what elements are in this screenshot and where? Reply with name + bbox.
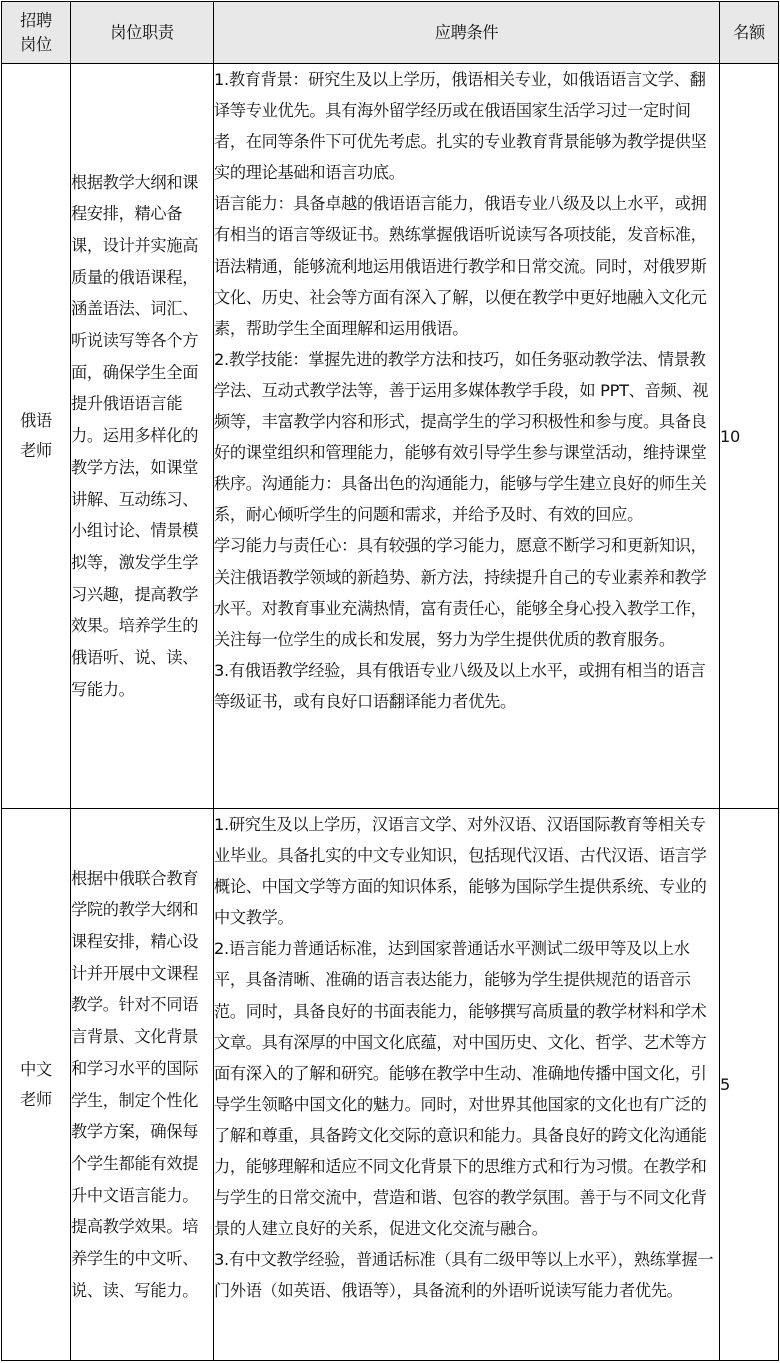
header-count: 名额 [720,2,779,64]
recruitment-table [1,1,779,1361]
position-duties: 根据教学大纲和课程安排，精心备课，设计并实施高质量的俄语课程，涵盖语法、词汇、听说读写等各个方面，确保学生全面提升俄语语言能力。运用多样化的教学方法，如课堂讲解、互动练习、小组讨论、情景模拟等，激发学生学习兴趣，提高教学效果。培养学生的俄语听、说、读、写能力。 [71,64,214,809]
position-name: 俄语 老师 [2,64,71,809]
table-row [2,809,779,1361]
position-requirements [214,64,720,809]
requirement-paragraph: 学习能力与责任心：具有较强的学习能力，愿意不断学习和更新知识，关注俄语教学领域的新趋势、新方法，持续提升自己的专业素养和教学水平。对教育事业充满热情，富有责任心，能够全身心投入教学工作，关注每一位学生的成长和发展，努力为学生提供优质的教育服务。 [214,536,707,649]
requirement-paragraph: 3.有中文教学经验，普通话标准（具有二级甲等以上水平），熟练掌握一门外语（如英语、俄语等），具备流利的外语听说读写能力者优先。 [214,1250,714,1301]
requirement-paragraph: 3.有俄语教学经验，具有俄语专业八级及以上水平，或拥有相当的语言等级证书，或有良好口语翻译能力者优先。 [214,660,706,711]
table-row [2,64,779,809]
requirement-paragraph: 语言能力：具备卓越的俄语语言能力，俄语专业八级及以上水平，或拥有相当的语言等级证书。熟练掌握俄语听说读写各项技能，发音标准，语法精通，能够流利地运用俄语进行教学和日常交流。同时，对俄罗斯文化、历史、社会等方面有深入了解，以便在教学中更好地融入文化元素，帮助学生全面理解和运用俄语。 [214,194,707,338]
requirement-paragraph: 1.教育背景：研究生及以上学历，俄语相关专业，如俄语语言文学、翻译等专业优先。具有海外留学经历或在俄语国家生活学习过一定时间者，在同等条件下可优先考虑。扎实的专业教育背景能够为教学提供坚实的理论基础和语言功底。 [214,70,707,183]
position-requirements [214,809,720,1361]
requirement-paragraph: 1.研究生及以上学历，汉语言文学、对外汉语、汉语国际教育等相关专业毕业。具备扎实的中文专业知识，包括现代汉语、古代汉语、语言学概论、中国文学等方面的知识体系，能够为国际学生提供系统、专业的中文教学。 [214,815,707,928]
position-duties: 根据中俄联合教育学院的教学大纲和课程安排，精心设计并开展中文课程教学。针对不同语言背景、文化背景和学习水平的国际学生，制定个性化教学方案，确保每个学生都能有效提升中文语言能力。提高教学效果。培养学生的中文听、说、读、写能力。 [71,809,214,1361]
header-position: 招聘 岗位 [2,2,71,64]
position-name: 中文 老师 [2,809,71,1361]
requirement-paragraph: 2.教学技能：掌握先进的教学方法和技巧，如任务驱动教学法、情景教学法、互动式教学法等，善于运用多媒体教学手段，如 PPT、音频、视频等，丰富教学内容和形式，提高学生的学习积极性和参与度。具备良好的课堂组织和管理能力，能够有效引导学生参与课堂活动，维持课堂秩序。沟通能力：具备出色的沟通能力，能够与学生建立良好的师生关系，耐心倾听学生的问题和需求，并给予及时、有效的回应。 [214,349,709,525]
requirement-paragraph: 2.语言能力普通话标准，达到国家普通话水平测试二级甲等及以上水平，具备清晰、准确的语言表达能力，能够为学生提供规范的语音示范。同时，具备良好的书面表能力，能够撰写高质量的教学材料和学术文章。具有深厚的中国文化底蕴，对中国历史、文化、哲学、艺术等方面有深入的了解和研究。能够在教学中生动、准确地传播中国文化，引导学生领略中国文化的魅力。同时，对世界其他国家的文化也有广泛的了解和尊重，具备跨文化交际的意识和能力。具备良好的跨文化沟通能力，能够理解和适应不同文化背景下的思维方式和行为习惯。在教学和与学生的日常交流中，营造和谐、包容的教学氛围。善于与不同文化背景的人建立良好的关系，促进文化交流与融合。 [214,939,707,1239]
header-requirements: 应聘条件 [214,2,720,64]
header-duties: 岗位职责 [71,2,214,64]
header-row [2,2,779,64]
position-count: 10 [720,64,779,809]
position-count: 5 [720,809,779,1361]
